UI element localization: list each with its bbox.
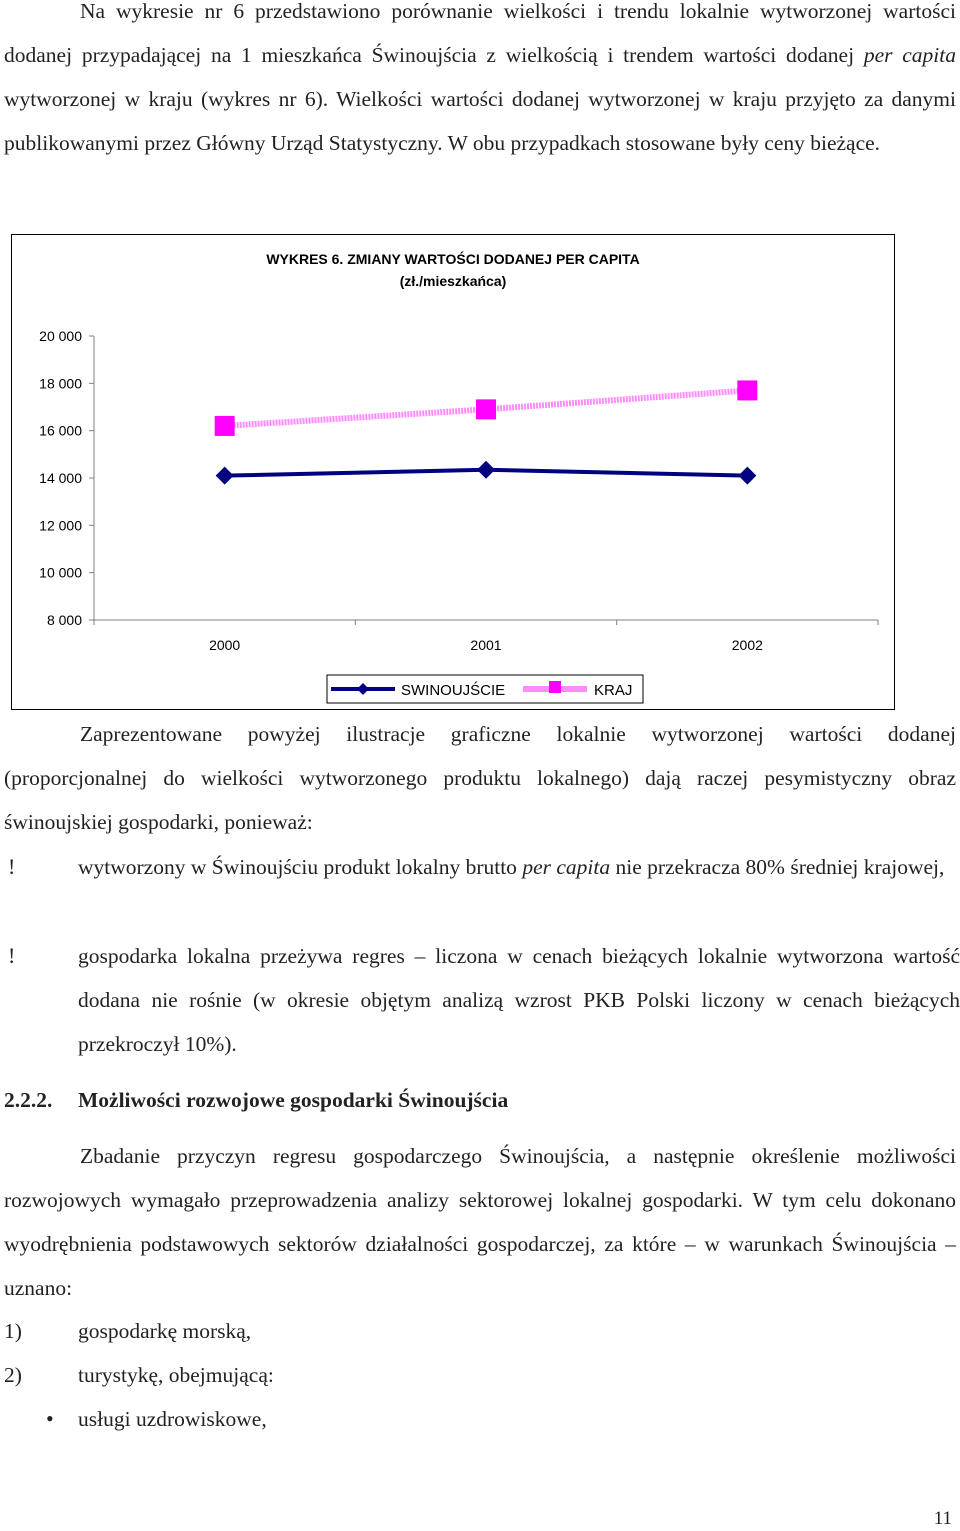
sublist-item: usługi uzdrowiskowe,	[78, 1407, 267, 1431]
bullet-1-text-b: nie przekracza 80% średniej krajowej,	[610, 855, 945, 879]
square-marker	[737, 380, 757, 400]
section-paragraph: Zbadanie przyczyn regresu gospodarczego Świnoujścia, a następnie określenie możliwości rozwojowych wymagało przeprowadzenia analizy sektorowej lokalnej gospodarki. W tym celu dokonano wyodrębnienia podstawowych sektorów działalności gospodarczej, za które – w warunkach Świnoujścia – uznano:	[4, 1144, 956, 1300]
intro-text-1: Na wykresie nr 6 przedstawiono porównanie wielkości i trendu lokalnie wytworzonej wartości dodanej przypadającej na 1 mieszkańca Świnoujścia z wielkością i trendem wartości dodanej	[4, 0, 956, 67]
list-item-number: 2)	[4, 1363, 22, 1387]
bullet-exclamation-icon: !	[8, 943, 16, 968]
y-tick-label: 10 000	[39, 564, 82, 581]
chart-legend	[327, 675, 643, 703]
y-tick-label: 8 000	[46, 612, 82, 628]
x-tick-label: 2002	[731, 637, 763, 653]
bullet-1-text-a: wytworzony w Świnoujściu produkt lokalny brutto	[78, 855, 523, 879]
chart-title: WYKRES 6. ZMIANY WARTOŚCI DODANEJ PER CAPITA	[266, 251, 640, 267]
list-item-number: 1)	[4, 1319, 22, 1343]
chart-subtitle: (zł./mieszkańca)	[399, 273, 507, 289]
legend-square-marker	[549, 681, 561, 693]
list-item: gospodarkę morską,	[78, 1319, 252, 1343]
section-heading	[4, 1078, 508, 1122]
bullet-dot-icon: •	[46, 1406, 54, 1431]
square-marker	[476, 399, 496, 419]
y-tick-label: 18 000	[39, 375, 82, 392]
y-tick-label: 16 000	[39, 422, 82, 439]
legend-label: SWINOUJŚCIE	[401, 682, 506, 699]
bullet-item-2: gospodarka lokalna przeżywa regres – liczona w cenach bieżących lokalnie wytworzona wartość dodana nie rośnie (w okresie objętym analizą wzrost PKB Polski liczony w cenach bieżących przekroczył 10%).	[78, 944, 960, 1056]
after-chart-paragraph: Zaprezentowane powyżej ilustracje graficzne lokalnie wytworzonej wartości dodanej (proporcjonalnej do wielkości wytworzonego produktu lokalnego) dają raczej pesymistyczny obraz świnoujskiej gospodarki, ponieważ:	[4, 722, 956, 834]
bullet-exclamation-icon: !	[8, 854, 16, 879]
intro-paragraph	[4, 0, 956, 165]
intro-text-2: wytworzonej w kraju (wykres nr 6). Wielkości wartości dodanej wytworzonej w kraju przyjęto za danymi publikowanymi przez Główny Urząd Statystyczny. W obu przypadkach stosowane były ceny bieżące.	[4, 87, 956, 155]
chart-wykres-6	[11, 234, 895, 710]
legend-label: KRAJ	[594, 682, 633, 699]
y-tick-label: 20 000	[39, 328, 82, 344]
section-number: 2.2.2.	[4, 1088, 53, 1112]
x-tick-label: 2000	[209, 637, 241, 653]
square-marker	[215, 416, 235, 436]
page-number: 11	[933, 1508, 952, 1529]
x-tick-label: 2001	[470, 637, 502, 653]
bullet-1-italic: per capita	[522, 855, 611, 879]
list-item: turystykę, obejmującą:	[78, 1363, 274, 1387]
intro-italic: per capita	[863, 43, 956, 67]
y-tick-label: 12 000	[39, 517, 82, 534]
y-tick-label: 14 000	[39, 470, 82, 486]
bullet-item-1	[78, 845, 960, 889]
section-title: Możliwości rozwojowe gospodarki Świnoujścia	[78, 1088, 509, 1112]
